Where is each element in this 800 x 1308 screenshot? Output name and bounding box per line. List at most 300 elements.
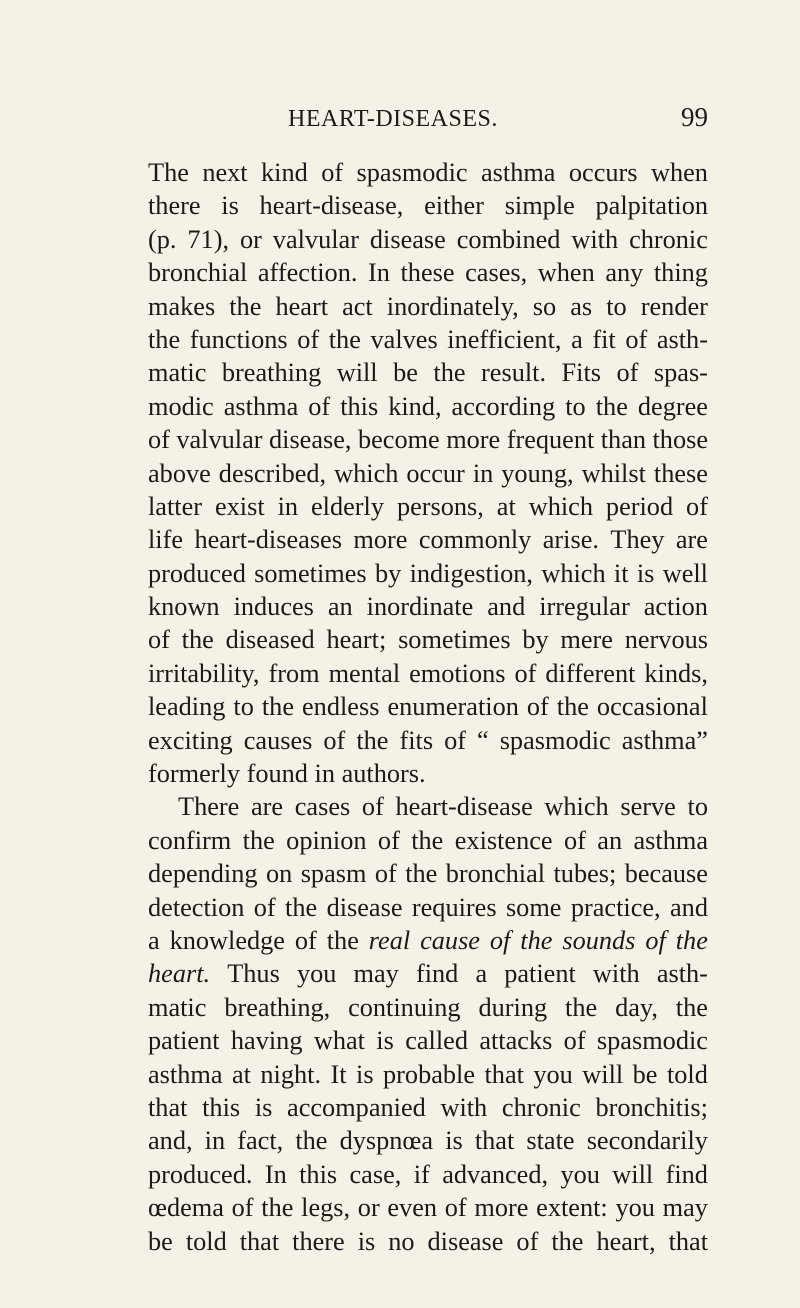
word: no [388,1226,415,1256]
word: Fits [561,358,602,388]
word: will [612,1159,654,1189]
word: than [600,425,647,455]
text-line [148,590,708,623]
word: of [308,391,331,421]
word: the [326,925,359,955]
word: combined [456,224,561,254]
word: that [668,1226,708,1256]
word: commonly [418,525,532,555]
word: of [444,725,466,755]
word: patient [504,959,576,989]
word: the [595,391,628,421]
text-line [148,356,708,389]
word: you [560,1159,600,1189]
word: in [204,1126,226,1156]
word: these [400,258,455,288]
text-line [148,891,708,924]
word: described, [218,458,327,488]
word: any [605,258,644,288]
word: are [250,792,284,822]
word: and, [148,1126,193,1156]
word: asthma [223,391,299,421]
word: degree [637,391,708,421]
word: told [666,1059,708,1089]
word: authors. [341,759,426,789]
word: asthma” [621,725,708,755]
text-line [148,557,708,590]
text-line [148,857,708,890]
word: There [178,792,240,822]
word: opinion [286,825,367,855]
word: existence [454,825,553,855]
text-line [148,323,708,356]
text-line [148,189,708,222]
word: requires [411,892,497,922]
word: the [551,1226,584,1256]
word: action [643,592,708,622]
word: cases [294,792,351,822]
text-line [148,824,708,857]
word: “ [477,725,489,755]
word: spasmodic [356,158,468,187]
word: heart [275,291,329,321]
word: of [645,925,666,955]
word: which [334,458,399,488]
word: endless [302,692,380,722]
word: of [489,925,511,955]
page-number: 99 [681,102,708,132]
text-line [148,256,708,289]
word: told [185,1226,227,1256]
word: to [233,692,254,722]
text-line [148,490,708,523]
word: diseased [225,625,315,655]
word: heart-disease, [259,191,404,221]
word: confirm [148,825,232,855]
word: the [675,925,708,955]
word: (p. [148,224,177,254]
word: by [374,558,402,588]
word: heart. [148,959,211,989]
word: find [415,959,459,989]
word: so [532,291,557,321]
word: render [640,291,708,321]
word: of [148,625,170,655]
word: dyspnœa [339,1126,434,1156]
word: of [253,892,276,922]
word: exist [214,491,265,521]
word: valves [370,324,438,354]
word: practice, [570,892,661,922]
word: bronchial [445,859,546,889]
word: become [357,425,440,455]
word: matic [148,358,207,388]
word: knowledge [169,925,285,955]
word: In [264,1159,287,1189]
word: asthma [480,158,556,187]
text-line [148,1225,708,1258]
word: a [571,324,583,354]
word: spasmodic [499,725,611,755]
word: mental [328,658,401,688]
word: modic [148,391,214,421]
word: may [662,1193,708,1223]
word: arise. [542,525,599,555]
word: case, [349,1159,402,1189]
word: the [261,692,295,722]
word: of [323,725,346,755]
word: and [487,592,526,622]
word: is [357,1226,376,1256]
word: with [592,959,640,989]
word: of [563,1026,586,1056]
word: that [474,1126,515,1156]
word: disease [369,224,446,254]
word: disease [326,892,403,922]
word: because [624,859,708,889]
word: this [340,391,379,421]
word: the [181,625,214,655]
word: of [377,825,400,855]
word: The [148,158,189,187]
word: of [444,1193,467,1223]
word: produced. [148,1159,253,1189]
word: life [148,525,184,555]
word: or [357,1193,380,1223]
word: serve [620,792,676,822]
word: in [277,491,299,521]
word: nervous [624,625,708,655]
word: attacks [479,1026,553,1056]
word: to [687,792,708,822]
word: the [148,324,181,354]
word: on [265,859,293,889]
word: continuing [348,992,461,1022]
word: to [606,291,627,321]
word: of [616,358,639,388]
word: day, [615,992,658,1022]
word: is [356,1059,374,1089]
word: well [662,558,708,588]
word: indigestion, [409,558,534,588]
word: more [474,1193,529,1223]
word: the [295,1126,328,1156]
word: will [336,358,378,388]
word: be [632,1059,658,1089]
word: of [148,425,170,455]
word: when [650,158,708,187]
word: cause [420,925,480,955]
word: disease, [268,425,352,455]
word: if [413,1159,430,1189]
text-line [148,457,708,490]
word: valvular [272,224,359,254]
word: In [368,258,390,288]
word: real [368,925,411,955]
word: may [353,959,399,989]
word: which [544,792,609,822]
page-header [148,102,708,140]
word: in [472,458,494,488]
word: there [148,191,201,221]
word: asth- [656,324,708,354]
word: of [294,925,317,955]
word: matic [148,992,207,1022]
word: depending [148,859,258,889]
word: you [296,959,337,989]
word: breathing [221,358,322,388]
text-line [148,1024,708,1057]
word: makes [148,291,216,321]
word: be [148,1226,173,1256]
text-line [148,390,708,423]
word: in [314,759,335,789]
word: act [342,291,373,321]
word: tubes; [553,859,617,889]
word: according [451,391,556,421]
word: functions [189,324,288,354]
word: those [652,425,708,455]
word: is [254,1092,273,1122]
text-line [148,1058,708,1091]
word: of [231,1193,254,1223]
word: persons, [396,491,484,521]
text-line [148,1091,708,1124]
word: bronchial [148,258,248,288]
word: found [246,759,308,789]
word: bronchitis; [595,1092,708,1122]
text-line [148,423,708,456]
word: next [202,158,248,187]
word: at [496,491,516,521]
word: fit [592,324,616,354]
word: the [328,324,361,354]
word: elderly [310,491,384,521]
word: of [625,324,648,354]
word: enumeration [387,692,519,722]
word: these [653,458,708,488]
word: heart-disease [395,792,533,822]
word: of [526,692,549,722]
word: of [374,859,397,889]
word: having [230,1026,303,1056]
word: this [299,1159,338,1189]
word: leading [148,692,226,722]
word: above [148,458,211,488]
word: find [665,1159,708,1189]
word: causes [243,725,313,755]
word: some [505,892,562,922]
word: whilst [581,458,646,488]
word: 71), [187,224,230,254]
word: asthma [148,1059,223,1089]
word: of [321,158,344,187]
word: valvular [176,425,263,455]
word: inordinate [366,592,474,622]
word: will [582,1059,624,1089]
word: to [565,391,586,421]
word: chronic [501,1092,581,1122]
word: an [597,825,623,855]
word: there [292,1226,345,1256]
word: and [670,892,708,922]
word: the [411,825,444,855]
text-line [148,290,708,323]
word: spasmodic [596,1026,708,1056]
word: inefficient, [447,324,562,354]
text-line [148,924,708,957]
word: the [229,291,262,321]
word: advanced, [442,1159,549,1189]
word: kind, [388,391,442,421]
word: which [541,558,606,588]
word: extent: [536,1193,608,1223]
word: asthma [633,825,708,855]
word: spasm [300,859,367,889]
word: night. [260,1059,322,1089]
word: different [545,658,636,688]
word: sounds [562,925,636,955]
word: the [242,825,275,855]
text-line [148,223,708,256]
word: of [361,792,384,822]
word: the [261,1193,294,1223]
word: irritability, [148,658,260,688]
text-line [148,657,708,690]
text-line [148,757,708,790]
word: breathing, [224,992,331,1022]
word: you [615,1193,655,1223]
word: that [239,1226,280,1256]
word: period [605,491,674,521]
word: this [202,1092,241,1122]
word: fits [399,725,434,755]
word: state [526,1126,575,1156]
word: palpitation [595,191,708,221]
word: what [313,1026,365,1056]
word: spas- [653,358,708,388]
word: formerly [148,759,241,789]
word: latter [148,491,203,521]
word: patient [148,1026,220,1056]
word: you [533,1059,573,1089]
word: known [148,592,220,622]
word: disease [427,1226,504,1256]
word: inordinately, [386,291,519,321]
word: mere [560,625,613,655]
text-line [148,957,708,990]
word: the [405,859,438,889]
word: They [610,525,665,555]
word: It [330,1059,347,1089]
word: heart; [326,625,387,655]
word: it [613,558,629,588]
text-line [148,1124,708,1157]
word: a [475,959,488,989]
text-line [148,523,708,556]
word: from [268,658,320,688]
word: exciting [148,725,233,755]
text-line [148,690,708,723]
word: when [537,258,595,288]
word: irregular [539,592,630,622]
word: more [446,425,501,455]
text-line [148,623,708,656]
word: that [484,1059,524,1089]
word: chronic [629,224,708,254]
word: result. [481,358,547,388]
word: accompanied [287,1092,426,1122]
word: are [675,525,708,555]
word: even [387,1193,438,1223]
word: which [528,491,593,521]
word: with [571,224,619,254]
word: secondarily [586,1126,708,1156]
word: called [405,1026,468,1056]
word: induces [233,592,314,622]
running-head: HEART-DISEASES. [288,106,498,132]
text-line [148,156,708,189]
body-text [148,156,708,1258]
text-line [148,991,708,1024]
word: fact, [237,1126,284,1156]
word: œdema [148,1193,224,1223]
word: young, [501,458,574,488]
word: thing [653,258,708,288]
word: occur [406,458,465,488]
text-line [148,1158,708,1191]
word: is [221,191,239,221]
word: frequent [506,425,595,455]
word: asth- [656,959,708,989]
word: by [522,625,549,655]
word: the [565,992,598,1022]
word: of [563,825,586,855]
word: simple [504,191,575,221]
word: as [570,291,593,321]
word: legs, [301,1193,351,1223]
word: sometimes [398,625,511,655]
word: the [433,358,466,388]
word: that [148,1092,188,1122]
word: an [327,592,353,622]
text-line [148,790,708,823]
word: is [445,1126,463,1156]
word: at [231,1059,251,1089]
word: probable [383,1059,476,1089]
word: affection. [257,258,358,288]
word: produced [148,558,246,588]
word: is [636,558,655,588]
word: more [353,525,408,555]
word: a [148,925,160,955]
word: is [376,1026,394,1056]
word: heart, [596,1226,656,1256]
word: Thus [227,959,280,989]
word: cases, [465,258,528,288]
word: the [285,892,318,922]
word: or [239,224,262,254]
text-line [148,724,708,757]
word: kind [261,158,308,187]
word: the [520,925,553,955]
word: the [675,992,708,1022]
word: be [393,358,418,388]
word: of [514,658,537,688]
word: detection [148,892,245,922]
word: of [516,1226,539,1256]
word: occurs [568,158,638,187]
